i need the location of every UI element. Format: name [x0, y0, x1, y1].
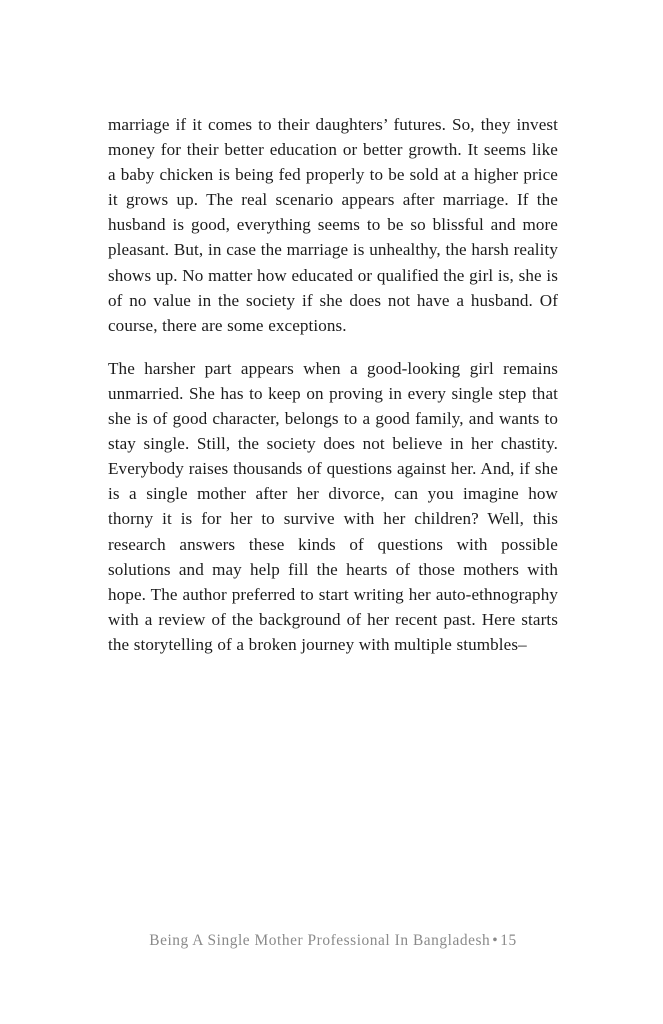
- page-footer: [108, 931, 558, 951]
- footer-separator-bullet: •: [492, 932, 499, 949]
- footer-running-title: Being A Single Mother Professional In Bangladesh: [149, 932, 491, 949]
- body-paragraph-1: marriage if it comes to their daughters’ futures. So, they invest money for their better education or better growth. It seems like a baby chicken is being fed properly to be sold at a higher price it grows up. The real scenario appears after marriage. If the husband is good, everything seems to be so blissful and more pleasant. But, in case the marriage is unhealthy, the harsh reality shows up. No matter how educated or qualified the girl is, she is of no value in the society if she does not have a husband. Of course, there are some exceptions.: [108, 115, 558, 335]
- body-paragraph-2: The harsher part appears when a good-looking girl remains unmarried. She has to keep on proving in every single step that she is of good character, belongs to a good family, and wants to stay single. Still, the society does not believe in her chastity. Everybody raises thousands of questions against her. And, if she is a single mother after her divorce, can you imagine how thorny it is for her to survive with her children? Well, this research answers these kinds of questions with possible solutions and may help fill the hearts of those mothers with hope. The author preferred to start writing her auto-ethnography with a review of the background of her recent past. Here starts the storytelling of a broken journey with multiple stumbles–: [108, 358, 558, 654]
- page-body-text: [108, 112, 558, 657]
- footer-page-number: 15: [500, 932, 517, 949]
